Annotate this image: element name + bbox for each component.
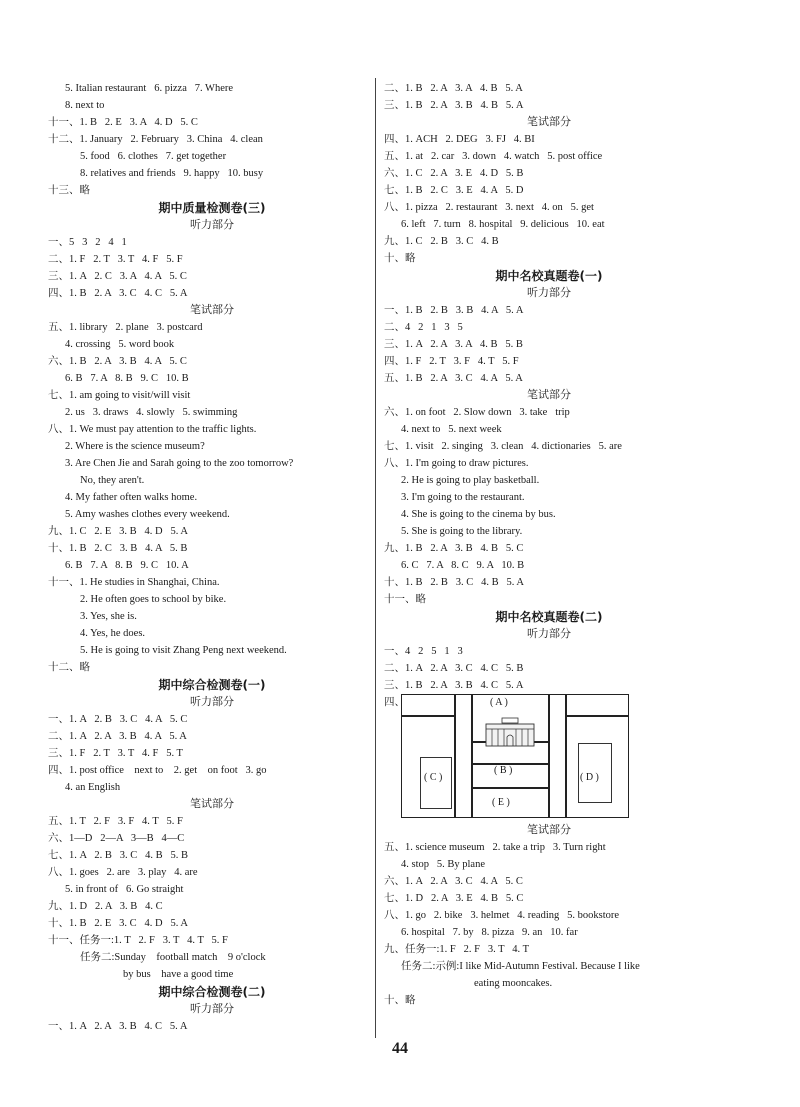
answer-line: 5. in front of 6. Go straight (65, 884, 184, 895)
answer-line: 八、1. We must pay attention to the traffic lights. (48, 424, 257, 435)
road-line (565, 695, 567, 817)
answer-line: 九、1. C 2. B 3. C 4. B (384, 236, 499, 247)
answer-line: 十一、任务一:1. T 2. F 3. T 4. T 5. F (48, 935, 228, 946)
answer-line: 5. Amy washes clothes every weekend. (65, 509, 230, 520)
answer-line: 3. I'm going to the restaurant. (401, 492, 525, 503)
road-line (471, 695, 473, 817)
road-line (402, 715, 454, 717)
answer-line: 十三、略 (48, 185, 90, 196)
answer-column-left (48, 80, 376, 1035)
road-line (565, 715, 628, 717)
answer-line: 5. Italian restaurant 6. pizza 7. Where (65, 83, 234, 94)
section-subtitle: 听力部分 (190, 219, 234, 231)
answer-line: 九、任务一:1. F 2. F 3. T 4. T (384, 944, 529, 955)
museum-building-icon (484, 717, 536, 747)
answer-line: 6. left 7. turn 8. hospital 9. delicious 10. eat (401, 219, 605, 230)
map-label-d: ( D ) (580, 772, 599, 783)
answer-line: 一、4 2 5 1 3 (384, 646, 463, 657)
section-subtitle: 听力部分 (190, 1003, 234, 1015)
answer-line: 三、1. A 2. C 3. A 4. A 5. C (48, 271, 187, 282)
answer-line: 3. Yes, she is. (80, 611, 137, 622)
answer-line: 十一、1. B 2. E 3. A 4. D 5. C (48, 117, 198, 128)
answer-line: 3. Are Chen Jie and Sarah going to the zoo tomorrow? (65, 458, 294, 469)
answer-line: 二、1. A 2. A 3. C 4. C 5. B (384, 663, 524, 674)
answer-line: 6. B 7. A 8. B 9. C 10. A (65, 560, 189, 571)
answer-line: 二、1. A 2. A 3. B 4. A 5. A (48, 731, 187, 742)
answer-line: 六、1. on foot 2. Slow down 3. take trip (384, 407, 570, 418)
section-title: 期中综合检测卷(一) (158, 678, 266, 692)
answer-line: 5. food 6. clothes 7. get together (80, 151, 227, 162)
section-title: 期中名校真题卷(二) (495, 610, 603, 624)
answer-line: 九、1. D 2. A 3. B 4. C (48, 901, 163, 912)
section-subtitle: 笔试部分 (527, 824, 571, 836)
answer-line: 十一、1. He studies in Shanghai, China. (48, 577, 220, 588)
answer-column-right (384, 80, 714, 1009)
answer-line: 4. My father often walks home. (65, 492, 198, 503)
answer-line: 七、1. D 2. A 3. E 4. B 5. C (384, 893, 524, 904)
answer-line: 二、1. B 2. A 3. A 4. B 5. A (384, 83, 523, 94)
answer-line: 七、1. A 2. B 3. C 4. B 5. B (48, 850, 189, 861)
answer-line: 八、1. go 2. bike 3. helmet 4. reading 5. bookstore (384, 910, 620, 921)
answer-line: 5. She is going to the library. (401, 526, 523, 537)
answer-line: 六、1—D 2—A 3—B 4—C (48, 833, 185, 844)
answer-line: No, they aren't. (80, 475, 145, 486)
answer-line: 七、1. visit 2. singing 3. clean 4. dictionaries 5. are (384, 441, 622, 452)
answer-line: 十、1. B 2. E 3. C 4. D 5. A (48, 918, 189, 929)
answer-line: 任务二:Sunday football match 9 o'clock (80, 952, 266, 963)
section-subtitle: 笔试部分 (190, 304, 234, 316)
answer-line: 六、1. A 2. A 3. C 4. A 5. C (384, 876, 523, 887)
map-question (384, 694, 714, 822)
answer-line: 一、1. A 2. B 3. C 4. A 5. C (48, 714, 188, 725)
map-question-number: 四、 (384, 697, 405, 708)
road-line (471, 787, 548, 789)
answer-line: 6. hospital 7. by 8. pizza 9. an 10. far (401, 927, 578, 938)
section-subtitle: 听力部分 (527, 628, 571, 640)
answer-line: 5. He is going to visit Zhang Peng next weekend. (80, 645, 287, 656)
map-label-a: ( A ) (490, 697, 508, 708)
answer-line: by bus have a good time (123, 969, 234, 980)
answer-line: 2. Where is the science museum? (65, 441, 205, 452)
map-label-c: ( C ) (424, 772, 443, 783)
answer-line: 8. next to (65, 100, 105, 111)
answer-line: 五、1. B 2. A 3. C 4. A 5. A (384, 373, 523, 384)
answer-line: 八、1. I'm going to draw pictures. (384, 458, 529, 469)
section-subtitle: 笔试部分 (527, 116, 571, 128)
answer-line: 五、1. science museum 2. take a trip 3. Turn right (384, 842, 606, 853)
answer-line: 十、1. B 2. B 3. C 4. B 5. A (384, 577, 525, 588)
answer-line: 十、略 (384, 253, 416, 264)
answer-line: 二、4 2 1 3 5 (384, 322, 463, 333)
street-map (401, 694, 629, 818)
answer-line: 6. B 7. A 8. B 9. C 10. B (65, 373, 189, 384)
answer-line: 九、1. B 2. A 3. B 4. B 5. C (384, 543, 524, 554)
answer-line: 三、1. F 2. T 3. T 4. F 5. T (48, 748, 183, 759)
answer-line: 三、1. A 2. A 3. A 4. B 5. B (384, 339, 523, 350)
building-c (420, 757, 452, 809)
answer-line: 十、1. B 2. C 3. B 4. A 5. B (48, 543, 188, 554)
answer-line: 十、略 (384, 995, 416, 1006)
road-line (454, 695, 456, 817)
section-title: 期中名校真题卷(一) (495, 269, 603, 283)
answer-line: 六、1. C 2. A 3. E 4. D 5. B (384, 168, 524, 179)
answer-line: 任务二:示例:I like Mid-Autumn Festival. Because I like (401, 961, 640, 972)
answer-line: 四、1. post office next to 2. get on foot 3. go (48, 765, 267, 776)
answer-line: 8. relatives and friends 9. happy 10. busy (80, 168, 264, 179)
answer-line: 六、1. B 2. A 3. B 4. A 5. C (48, 356, 187, 367)
answer-line: 4. She is going to the cinema by bus. (401, 509, 556, 520)
section-title: 期中综合检测卷(二) (158, 985, 266, 999)
answer-line: 4. crossing 5. word book (65, 339, 175, 350)
answer-line: 三、1. B 2. A 3. B 4. C 5. A (384, 680, 524, 691)
section-subtitle: 笔试部分 (190, 798, 234, 810)
answer-line: 四、1. F 2. T 3. F 4. T 5. F (384, 356, 519, 367)
answer-line: 4. an English (65, 782, 121, 793)
answer-line: 七、1. B 2. C 3. E 4. A 5. D (384, 185, 524, 196)
page-number: 44 (392, 1040, 408, 1057)
answer-line: 十二、1. January 2. February 3. China 4. clean (48, 134, 263, 145)
answer-line: 三、1. B 2. A 3. B 4. B 5. A (384, 100, 524, 111)
map-label-e: ( E ) (492, 797, 510, 808)
answer-line: 2. He often goes to school by bike. (80, 594, 227, 605)
answer-line: 十二、略 (48, 662, 90, 673)
section-subtitle: 笔试部分 (527, 389, 571, 401)
answer-line: 八、1. pizza 2. restaurant 3. next 4. on 5. get (384, 202, 594, 213)
answer-line: 四、1. ACH 2. DEG 3. FJ 4. BI (384, 134, 535, 145)
answer-line: 七、1. am going to visit/will visit (48, 390, 191, 401)
answer-line: 五、1. T 2. F 3. F 4. T 5. F (48, 816, 183, 827)
road-line (548, 695, 550, 817)
answer-line: 十一、略 (384, 594, 426, 605)
answer-line: 二、1. F 2. T 3. T 4. F 5. F (48, 254, 183, 265)
answer-line: 2. us 3. draws 4. slowly 5. swimming (65, 407, 238, 418)
answer-line: 6. C 7. A 8. C 9. A 10. B (401, 560, 525, 571)
answer-line: 2. He is going to play basketball. (401, 475, 540, 486)
section-title: 期中质量检测卷(三) (158, 201, 266, 215)
answer-line: 一、1. A 2. A 3. B 4. C 5. A (48, 1021, 188, 1032)
section-subtitle: 听力部分 (527, 287, 571, 299)
answer-line: 4. Yes, he does. (80, 628, 146, 639)
section-subtitle: 听力部分 (190, 696, 234, 708)
answer-line: 一、5 3 2 4 1 (48, 237, 127, 248)
answer-line: eating mooncakes. (474, 978, 553, 989)
answer-line: 四、1. B 2. A 3. C 4. C 5. A (48, 288, 188, 299)
answer-line: 4. next to 5. next week (401, 424, 502, 435)
answer-line: 4. stop 5. By plane (401, 859, 485, 870)
answer-line: 五、1. library 2. plane 3. postcard (48, 322, 203, 333)
answer-line: 八、1. goes 2. are 3. play 4. are (48, 867, 198, 878)
answer-line: 五、1. at 2. car 3. down 4. watch 5. post office (384, 151, 603, 162)
answer-line: 九、1. C 2. E 3. B 4. D 5. A (48, 526, 189, 537)
map-label-b: ( B ) (494, 765, 513, 776)
answer-line: 一、1. B 2. B 3. B 4. A 5. A (384, 305, 524, 316)
